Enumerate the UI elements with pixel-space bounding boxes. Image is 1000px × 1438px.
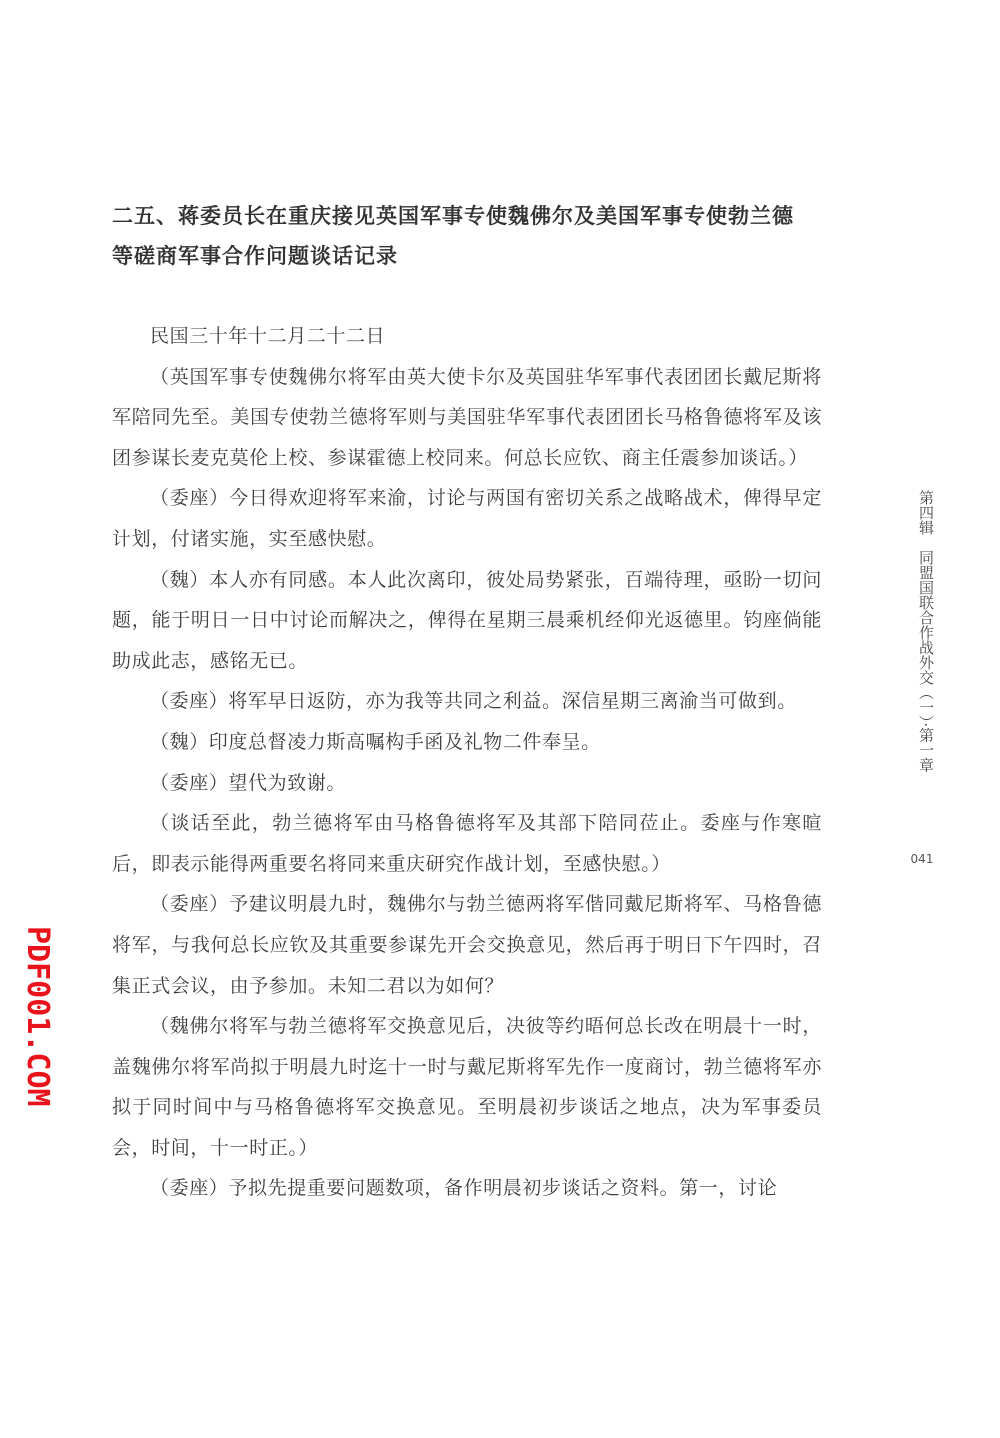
paragraph: （英国军事专使魏佛尔将军由英大使卡尔及英国驻华军事代表团团长戴尼斯将军陪同先至。美国专使勃兰德将军则与美国驻华军事代表团团长马格鲁德将军及该团参谋长麦克莫伦上校、参谋霍德上校同来。何总长应钦、商主任震参加谈话。） (112, 365, 822, 469)
page-number: 041 (910, 852, 934, 866)
paragraph: （魏）本人亦有同感。本人此次离印，彼处局势紧张，百端待理，亟盼一切问题，能于明日一日中讨论而解决之，俾得在星期三晨乘机经仰光返德里。钧座倘能助成此志，感铭无已。 (112, 568, 822, 672)
paragraph: （委座）望代为致谢。 (150, 771, 347, 794)
paragraph: （委座）将军早日返防，亦为我等共同之利益。深信星期三离渝当可做到。 (150, 690, 797, 713)
watermark-text: PDF001.COM (20, 926, 55, 1107)
paragraph: （委座）予拟先提重要问题数项，备作明晨初步谈话之资料。第一，讨论 (150, 1177, 778, 1200)
paragraph: （谈话至此，勃兰德将军由马格鲁德将军及其部下陪同莅止。委座与作寒暄后，即表示能得两重要名将同来重庆研究作战计划，至感快慰。） (112, 812, 822, 875)
section-title (112, 196, 832, 276)
running-header: 第四辑 同盟国联合作战外交（一）·第一章 (917, 490, 935, 773)
paragraph: （魏）印度总督凌力斯高嘱构手函及礼物二件奉呈。 (150, 730, 601, 753)
paragraph: （委座）予建议明晨九时，魏佛尔与勃兰德两将军偕同戴尼斯将军、马格鲁德将军，与我何总长应钦及其重要参谋先开会交换意见，然后再于明日下午四时，召集正式会议，由予参加。未知二君以为如何？ (112, 893, 822, 997)
body-text (112, 316, 822, 1209)
title-line-2: 等磋商军事合作问题谈话记录 (112, 244, 398, 268)
paragraph: （委座）今日得欢迎将军来渝，讨论与两国有密切关系之战略战术，俾得早定计划，付诸实施，实至感快慰。 (112, 487, 822, 550)
paragraph: （魏佛尔将军与勃兰德将军交换意见后，决彼等约晤何总长改在明晨十一时，盖魏佛尔将军尚拟于明晨九时迄十一时与戴尼斯将军先作一度商讨，勃兰德将军亦拟于同时间中与马格鲁德将军交换意见。至明晨初步谈话之地点，决为军事委员会，时间，十一时正。） (112, 1015, 822, 1159)
date-line: 民国三十年十二月二十二日 (150, 325, 386, 347)
title-line-1: 二五、蒋委员长在重庆接见英国军事专使魏佛尔及美国军事专使勃兰德 (112, 204, 794, 228)
